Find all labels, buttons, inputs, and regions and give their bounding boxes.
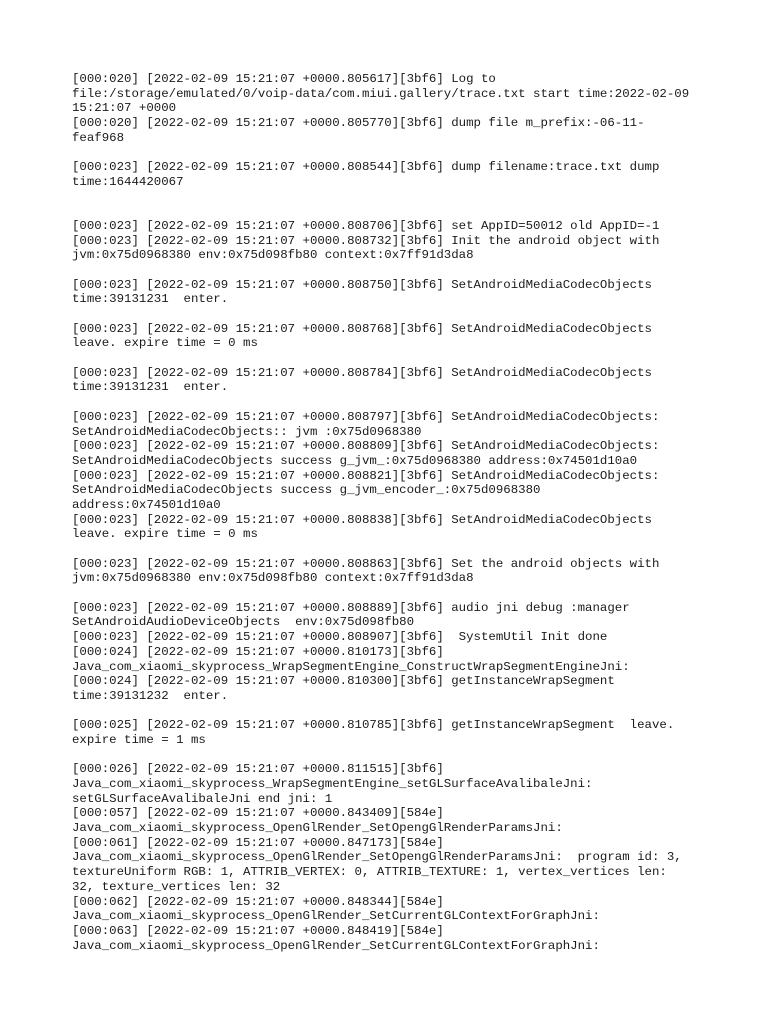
- log-line: [000:020] [2022-02-09 15:21:07 +0000.805617][3bf6] Log to: [72, 72, 496, 86]
- log-line: leave. expire time = 0 ms: [72, 527, 258, 542]
- log-line: Java_com_xiaomi_skyprocess_WrapSegmentEngine_setGLSurfaceAvalibaleJni:: [72, 777, 593, 791]
- log-line: [000:026] [2022-02-09 15:21:07 +0000.811515][3bf6]: [72, 762, 444, 777]
- blank-line: [72, 395, 712, 410]
- log-line: [000:023] [2022-02-09 15:21:07 +0000.808889][3bf6] audio jni debug :manager: [72, 600, 630, 615]
- log-line: [000:024] [2022-02-09 15:21:07 +0000.810300][3bf6] getInstanceWrapSegment: [72, 674, 615, 689]
- blank-line: [72, 145, 712, 160]
- log-line: feaf968: [72, 130, 125, 145]
- log-line: [000:024] [2022-02-09 15:21:07 +0000.810173][3bf6]: [72, 644, 444, 659]
- log-line: SetAndroidMediaCodecObjects:: jvm :0x75d0968380: [72, 424, 422, 439]
- log-line: [000:023] [2022-02-09 15:21:07 +0000.808706][3bf6] set AppID=50012 old AppID=-1: [72, 218, 660, 233]
- log-line: Java_com_xiaomi_skyprocess_OpenGlRender_SetCurrentGLContextForGraphJni:: [72, 938, 600, 953]
- log-line: [000:023] [2022-02-09 15:21:07 +0000.808544][3bf6] dump filename:trace.txt dump: [72, 160, 660, 175]
- log-line: SetAndroidMediaCodecObjects success g_jvm_:0x75d0968380 address:0x74501d10a0: [72, 453, 638, 468]
- log-line: [000:023] [2022-02-09 15:21:07 +0000.808732][3bf6] Init the android object with: [72, 233, 660, 248]
- log-line: leave. expire time = 0 ms: [72, 336, 258, 351]
- log-line: time:39131231 enter.: [72, 380, 229, 395]
- blank-line: [72, 542, 712, 557]
- blank-line: [72, 307, 712, 322]
- log-line: [000:020] [2022-02-09 15:21:07 +0000.805770][3bf6] dump file m_prefix:-06-11-: [72, 116, 645, 131]
- log-line: 15:21:07 +0000: [72, 101, 177, 116]
- blank-line: [72, 586, 712, 601]
- log-line: SetAndroidAudioDeviceObjects env:0x75d098fb80: [72, 615, 415, 630]
- log-line: textureUniform RGB: 1, ATTRIB_VERTEX: 0, ATTRIB_TEXTURE: 1, vertex_vertices len:: [72, 865, 667, 880]
- log-line: [000:062] [2022-02-09 15:21:07 +0000.848344][584e]: [72, 894, 444, 909]
- blank-line: [72, 190, 712, 205]
- blank-line: [72, 263, 712, 278]
- blank-line: [72, 704, 712, 719]
- log-line: [000:023] [2022-02-09 15:21:07 +0000.808863][3bf6] Set the android objects with: [72, 556, 660, 571]
- log-line: time:1644420067: [72, 174, 184, 189]
- blank-line: [72, 204, 712, 219]
- log-line: Java_com_xiaomi_skyprocess_WrapSegmentEngine_ConstructWrapSegmentEngineJni:: [72, 659, 630, 674]
- blank-line: [72, 748, 712, 763]
- log-line: [000:023] [2022-02-09 15:21:07 +0000.808838][3bf6] SetAndroidMediaCodecObjects: [72, 512, 652, 527]
- log-line: Java_com_xiaomi_skyprocess_OpenGlRender_SetOpengGlRenderParamsJni:: [72, 821, 563, 836]
- log-line: [000:023] [2022-02-09 15:21:07 +0000.808784][3bf6] SetAndroidMediaCodecObjects: [72, 365, 652, 380]
- log-line: [000:057] [2022-02-09 15:21:07 +0000.843409][584e]: [72, 806, 444, 821]
- log-line: expire time = 1 ms: [72, 732, 206, 747]
- log-line: file:/storage/emulated/0/voip-data/com.miui.gallery/trace.txt start time:2022-02-09: [72, 86, 690, 101]
- log-line: [000:023] [2022-02-09 15:21:07 +0000.808907][3bf6] SystemUtil Init done: [72, 630, 608, 645]
- log-line: [000:023] [2022-02-09 15:21:07 +0000.808797][3bf6] SetAndroidMediaCodecObjects:: [72, 409, 660, 424]
- log-line: [000:023] [2022-02-09 15:21:07 +0000.808750][3bf6] SetAndroidMediaCodecObjects: [72, 277, 652, 292]
- log-line: [000:023] [2022-02-09 15:21:07 +0000.808768][3bf6] SetAndroidMediaCodecObjects: [72, 321, 652, 336]
- log-line: jvm:0x75d0968380 env:0x75d098fb80 context:0x7ff91d3da8: [72, 248, 474, 263]
- log-line: [000:025] [2022-02-09 15:21:07 +0000.810785][3bf6] getInstanceWrapSegment leave.: [72, 718, 675, 733]
- log-line: 32, texture_vertices len: 32: [72, 879, 281, 894]
- log-line: Java_com_xiaomi_skyprocess_OpenGlRender_SetOpengGlRenderParamsJni: program id: 3,: [72, 850, 682, 865]
- log-line: Java_com_xiaomi_skyprocess_OpenGlRender_SetCurrentGLContextForGraphJni:: [72, 909, 600, 924]
- log-line: time:39131232 enter.: [72, 688, 229, 703]
- log-line: setGLSurfaceAvalibaleJni end jni: 1: [72, 791, 333, 806]
- log-line: [000:061] [2022-02-09 15:21:07 +0000.847173][584e]: [72, 835, 444, 850]
- blank-line: [72, 351, 712, 366]
- log-line: time:39131231 enter.: [72, 292, 229, 307]
- log-line: jvm:0x75d0968380 env:0x75d098fb80 context:0x7ff91d3da8: [72, 571, 474, 586]
- log-line: SetAndroidMediaCodecObjects success g_jvm_encoder_:0x75d0968380: [72, 483, 541, 498]
- log-line: [000:023] [2022-02-09 15:21:07 +0000.808809][3bf6] SetAndroidMediaCodecObjects:: [72, 439, 660, 454]
- log-line: [000:063] [2022-02-09 15:21:07 +0000.848419][584e]: [72, 923, 444, 938]
- log-document: [72, 72, 712, 953]
- log-line: [000:023] [2022-02-09 15:21:07 +0000.808821][3bf6] SetAndroidMediaCodecObjects:: [72, 468, 660, 483]
- log-line: address:0x74501d10a0: [72, 497, 221, 512]
